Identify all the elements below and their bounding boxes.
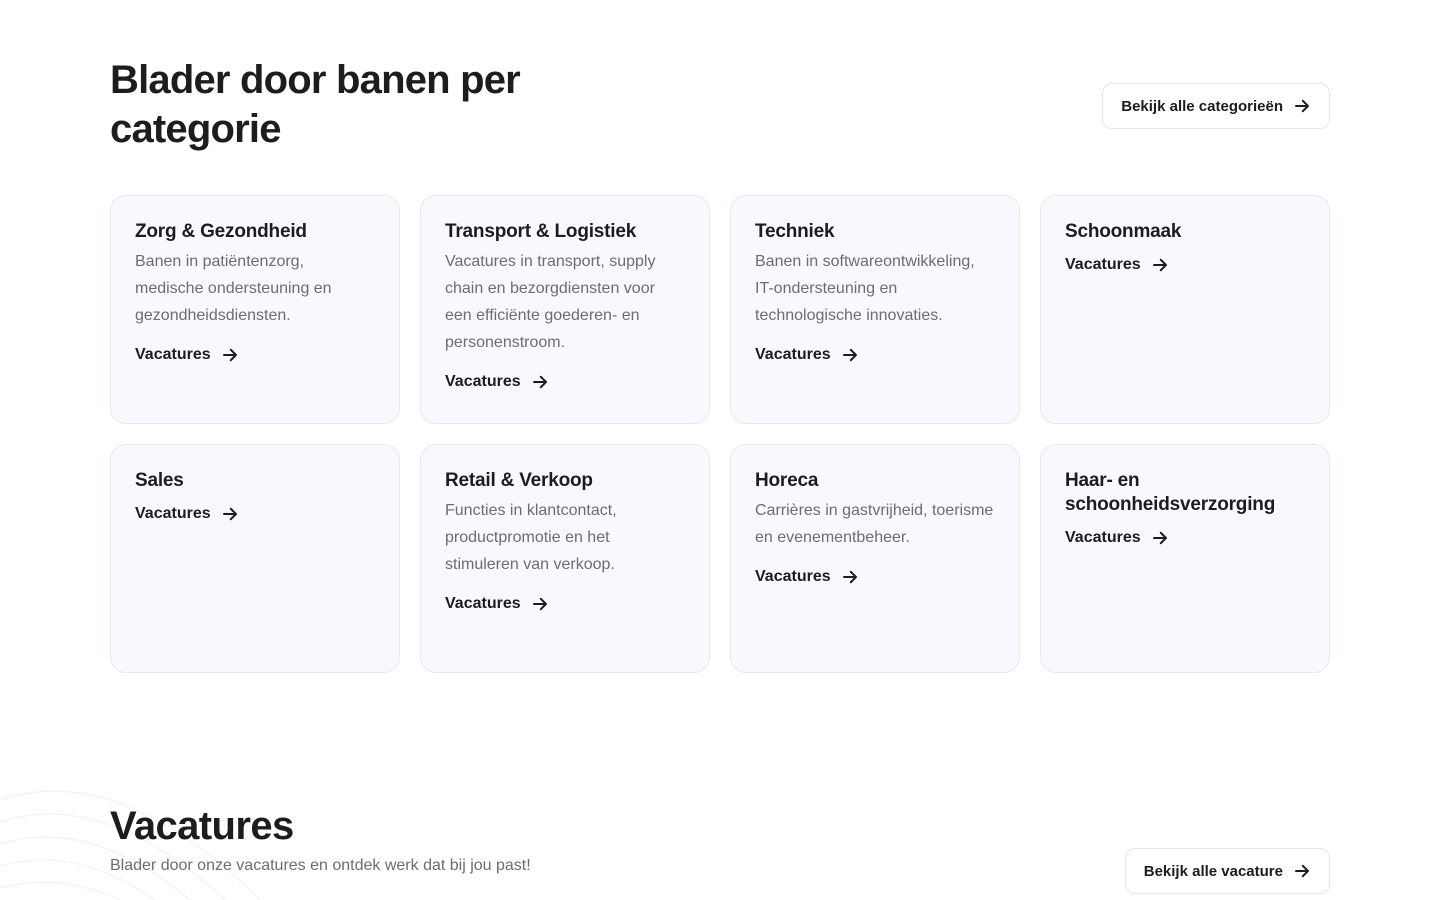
view-all-categories-label: Bekijk alle categorieën xyxy=(1121,97,1283,115)
vacatures-title: Vacatures xyxy=(110,804,294,848)
category-title: Zorg & Gezondheid xyxy=(135,221,307,242)
category-grid xyxy=(110,195,1330,673)
arrow-right-icon xyxy=(841,568,859,586)
category-vacatures-link[interactable] xyxy=(135,346,239,364)
category-card-schoonmaak[interactable] xyxy=(1040,195,1330,424)
view-all-vacatures-button[interactable] xyxy=(1125,848,1330,894)
category-title: Techniek xyxy=(755,221,835,242)
category-title: Transport & Logistiek xyxy=(445,221,637,242)
category-vacatures-link[interactable] xyxy=(135,505,239,523)
category-card-techniek[interactable] xyxy=(730,195,1020,424)
categories-title: Blader door banen per categorie xyxy=(110,58,520,151)
category-card-transport[interactable] xyxy=(420,195,710,424)
category-card-zorg[interactable] xyxy=(110,195,400,424)
arrow-right-icon xyxy=(1151,256,1169,274)
view-all-vacatures-label: Bekijk alle vacature xyxy=(1143,862,1283,880)
category-link-label: Vacatures xyxy=(1065,529,1141,546)
arrow-right-icon xyxy=(1151,529,1169,547)
category-description: Banen in patiëntenzorg, medische ondersteuning en gezondheidsdiensten. xyxy=(135,253,332,324)
arrow-right-icon xyxy=(531,373,549,391)
arrow-right-icon xyxy=(1293,862,1311,880)
category-vacatures-link[interactable] xyxy=(445,595,549,613)
category-title: Retail & Verkoop xyxy=(445,470,593,491)
category-vacatures-link[interactable] xyxy=(445,373,549,391)
category-title: Schoonmaak xyxy=(1065,221,1182,242)
category-title: Haar- en schoonheidsverzorging xyxy=(1065,470,1276,515)
category-card-horeca[interactable] xyxy=(730,444,1020,673)
category-vacatures-link[interactable] xyxy=(1065,256,1169,274)
category-description: Vacatures in transport, supply chain en bezorgdiensten voor een efficiënte goederen- en personenstroom. xyxy=(445,253,656,351)
category-link-label: Vacatures xyxy=(135,346,211,363)
category-link-label: Vacatures xyxy=(755,346,831,363)
category-card-haar[interactable] xyxy=(1040,444,1330,673)
vacatures-section xyxy=(110,800,1330,900)
arrow-right-icon xyxy=(221,346,239,364)
arrow-right-icon xyxy=(221,505,239,523)
view-all-categories-button[interactable] xyxy=(1102,83,1330,129)
category-link-label: Vacatures xyxy=(135,505,211,522)
arrow-right-icon xyxy=(1293,97,1311,115)
category-card-sales[interactable] xyxy=(110,444,400,673)
arrow-right-icon xyxy=(531,595,549,613)
arrow-right-icon xyxy=(841,346,859,364)
category-link-label: Vacatures xyxy=(755,568,831,585)
category-description: Functies in klantcontact, productpromotie en het stimuleren van verkoop. xyxy=(445,502,617,573)
category-link-label: Vacatures xyxy=(445,595,521,612)
category-description: Banen in softwareontwikkeling, IT-ondersteuning en technologische innovaties. xyxy=(755,253,975,324)
category-link-label: Vacatures xyxy=(1065,256,1141,273)
vacatures-subtitle: Blader door onze vacatures en ontdek werk dat bij jou past! xyxy=(110,857,531,874)
category-vacatures-link[interactable] xyxy=(1065,529,1169,547)
categories-header xyxy=(110,56,1330,156)
category-title: Horeca xyxy=(755,470,819,491)
category-title: Sales xyxy=(135,470,184,491)
category-card-retail[interactable] xyxy=(420,444,710,673)
category-description: Carrières in gastvrijheid, toerisme en evenementbeheer. xyxy=(755,502,994,546)
category-link-label: Vacatures xyxy=(445,373,521,390)
category-vacatures-link[interactable] xyxy=(755,568,859,586)
category-vacatures-link[interactable] xyxy=(755,346,859,364)
